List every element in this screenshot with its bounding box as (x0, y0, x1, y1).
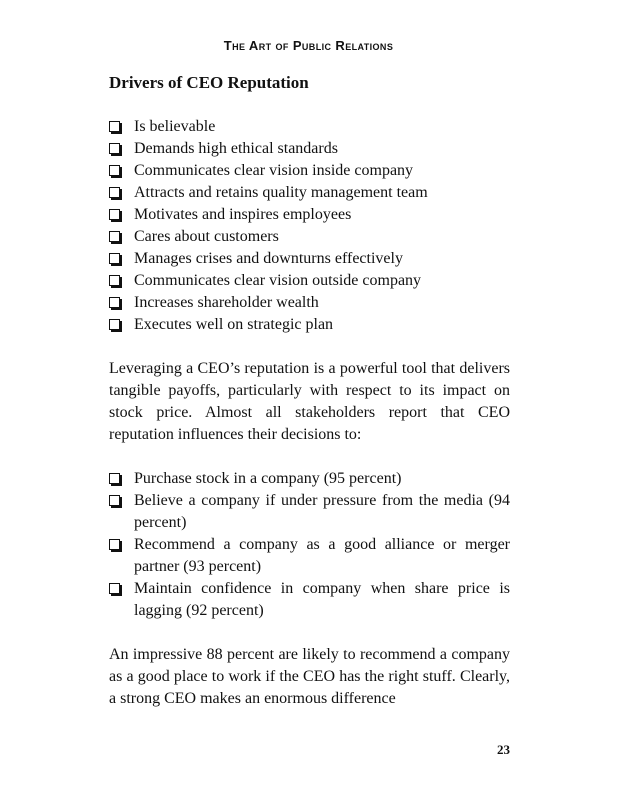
section-heading: Drivers of CEO Reputation (109, 73, 309, 92)
list-item-text: Purchase stock in a company (95 percent) (134, 470, 402, 487)
checkbox-icon (109, 495, 120, 506)
checkbox-icon (109, 231, 120, 242)
spacer (109, 446, 510, 468)
page-number: 23 (497, 742, 510, 757)
checkbox-icon (109, 297, 120, 308)
body-paragraph-2: An impressive 88 percent are likely to recommend a company as a good place to work if the CEO has the right stuff. Clearly, a strong CEO makes an enormous difference (109, 646, 510, 707)
checkbox-icon (109, 539, 120, 550)
list-item (109, 534, 510, 578)
list-item (109, 270, 510, 292)
list-item (109, 314, 510, 336)
list-item (109, 160, 510, 182)
checkbox-icon (109, 165, 120, 176)
spacer (109, 336, 510, 358)
list-item-text: Cares about customers (134, 228, 279, 245)
spacer (109, 622, 510, 644)
list-item-text: Is believable (134, 118, 216, 135)
list-item (109, 578, 510, 622)
running-head: The Art of Public Relations (223, 38, 394, 53)
list-item-text: Motivates and inspires employees (134, 206, 352, 223)
list-item-text: Increases shareholder wealth (134, 294, 319, 311)
list-item-text: Communicates clear vision inside company (134, 162, 414, 179)
list-item-text: Communicates clear vision outside company (134, 272, 422, 289)
checkbox-icon (109, 209, 120, 220)
list-item-text: Demands high ethical standards (134, 140, 338, 157)
list-item (109, 468, 510, 490)
list-item (109, 182, 510, 204)
decisions-list (109, 468, 510, 622)
checkbox-icon (109, 187, 120, 198)
page-content (109, 72, 510, 710)
checkbox-icon (109, 143, 120, 154)
checkbox-icon (109, 275, 120, 286)
list-item (109, 138, 510, 160)
list-item-text: Executes well on strategic plan (134, 316, 334, 333)
body-paragraph-1: Leveraging a CEO’s reputation is a powerful tool that delivers tangible payoffs, particularly with respect to its impact on stock price. Almost all stakeholders report that CEO reputation influences their decisions to: (109, 360, 510, 443)
list-item-text: Believe a company if under pressure from the media (94 percent) (134, 492, 510, 531)
list-item (109, 490, 510, 534)
list-item (109, 204, 510, 226)
checkbox-icon (109, 253, 120, 264)
list-item (109, 116, 510, 138)
list-item-text: Recommend a company as a good alliance or merger partner (93 percent) (134, 536, 510, 575)
list-item (109, 292, 510, 314)
checkbox-icon (109, 121, 120, 132)
checkbox-icon (109, 583, 120, 594)
drivers-list (109, 116, 510, 336)
checkbox-icon (109, 319, 120, 330)
list-item (109, 248, 510, 270)
list-item-text: Manages crises and downturns effectively (134, 250, 403, 267)
list-item-text: Maintain confidence in company when share price is lagging (92 percent) (134, 580, 510, 619)
checkbox-icon (109, 473, 120, 484)
list-item (109, 226, 510, 248)
list-item-text: Attracts and retains quality management team (134, 184, 428, 201)
